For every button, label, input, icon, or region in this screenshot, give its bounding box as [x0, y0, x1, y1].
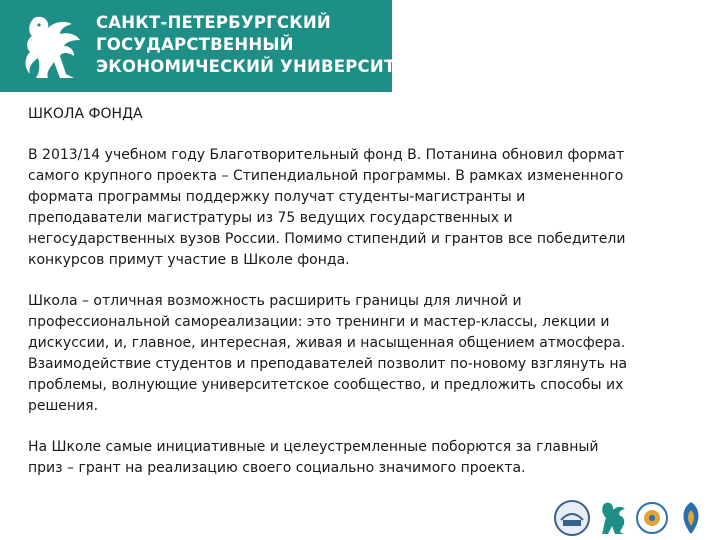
paragraph-3: На Школе самые инициативные и целеустремленные поборются за главный приз – грант на реализацию своего социально значимого проекта. [28, 439, 599, 476]
header-banner [0, 0, 419, 92]
paragraph-1: В 2013/14 учебном году Благотворительный фонд В. Потанина обновил формат самого крупного проекта – Стипендиальной программы. В рамках измененного формата программы поддержку получат студенты-магистранты и преподаватели магистратуры из 75 ведущих государственных и негосударственных вузов России. Помимо стипендий и грантов все победители конкурсов примут участие в Школе фонда. [28, 147, 626, 268]
university-name-line-1: САНКТ-ПЕТЕРБУРГСКИЙ [96, 13, 331, 32]
emblem-icon [634, 498, 670, 538]
paragraph-2: Школа – отличная возможность расширить границы для личной и профессиональной самореализации: это тренинги и мастер-классы, лекции и дискуссии, и, главное, интересная, живая и насыщенная общением атмосфера. Взаимодействие студентов и преподавателей позволит по-новому взглянуть на проблемы, волнующие университетское сообщество, и предложить способы их решения. [28, 293, 628, 414]
university-name-line-2: ГОСУДАРСТВЕННЫЙ [96, 35, 294, 54]
griffin-icon [20, 12, 86, 84]
foundation-logo-icon [676, 498, 706, 538]
university-seal-icon [552, 498, 592, 538]
university-name [96, 12, 418, 78]
griffin-small-icon [598, 498, 628, 538]
main-content [28, 104, 632, 499]
partner-logos [552, 498, 712, 538]
section-heading: ШКОЛА ФОНДА [28, 106, 143, 122]
university-name-line-3: ЭКОНОМИЧЕСКИЙ УНИВЕРСИТЕТ [96, 57, 419, 76]
